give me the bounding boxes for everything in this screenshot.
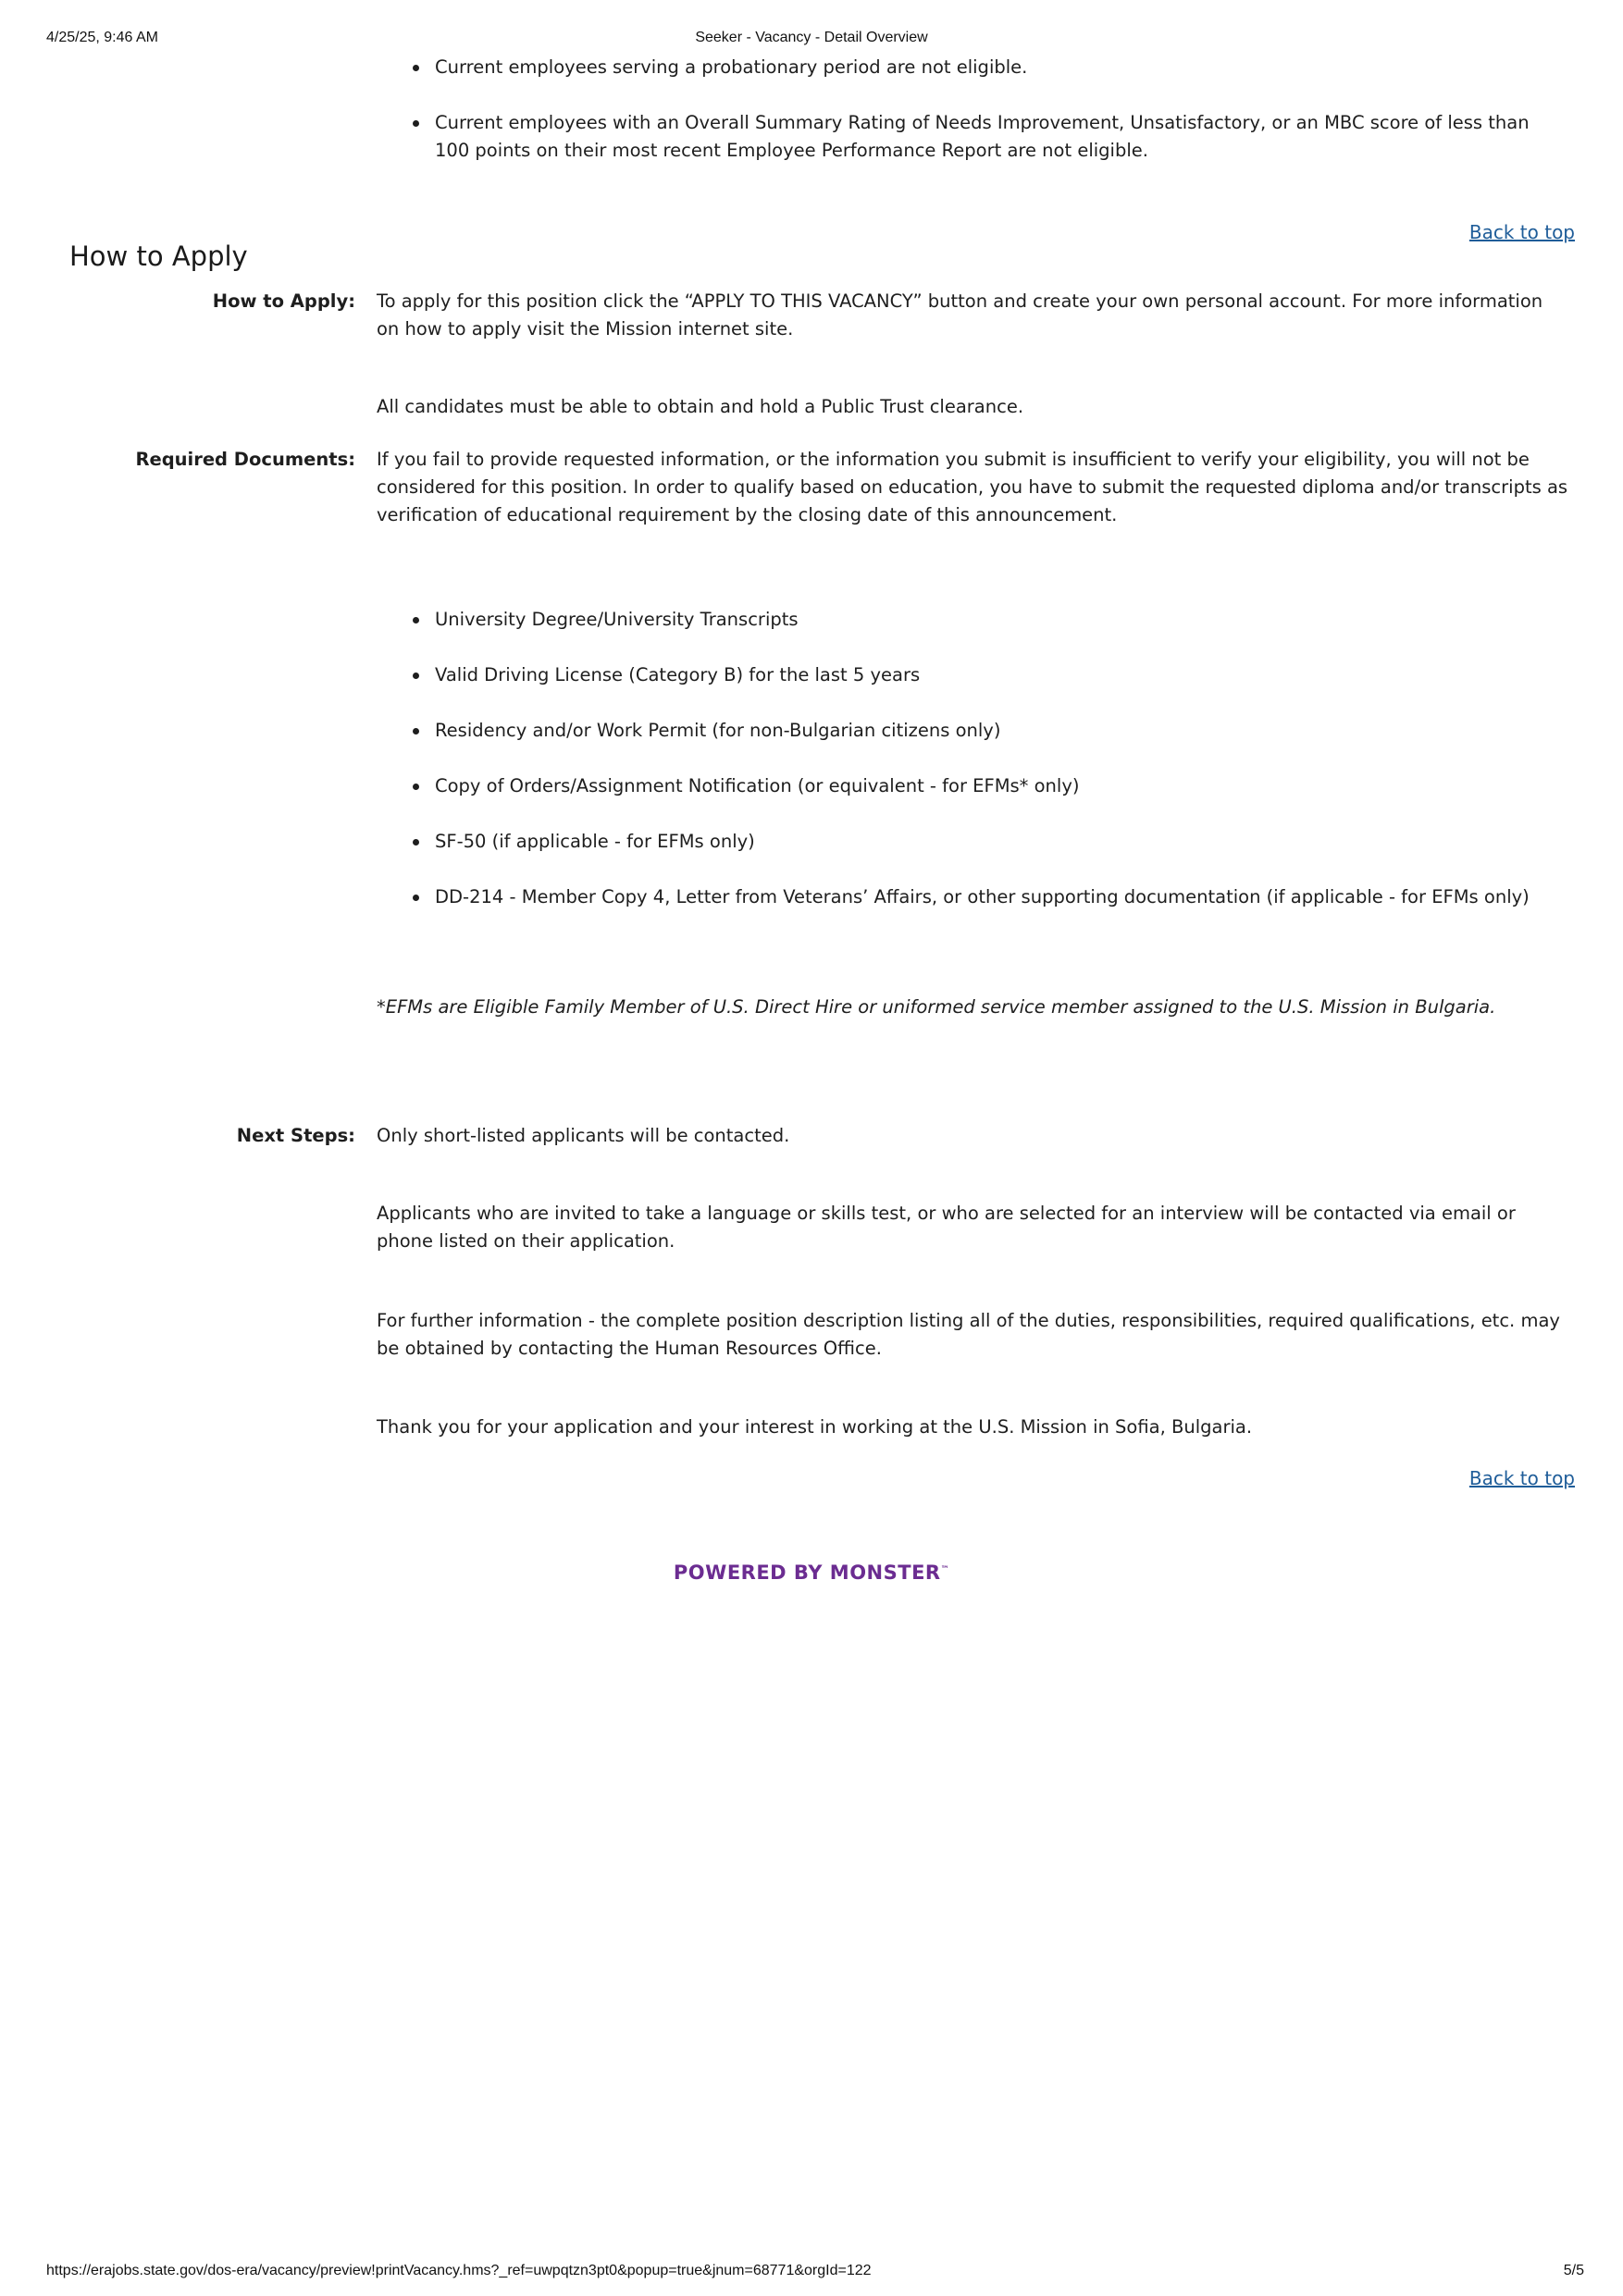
efm-note: *EFMs are Eligible Family Member of U.S. Direct Hire or uniformed service member assigned to the U.S. Mission in Bulgaria. [377,996,1496,1018]
list-item: SF-50 (if applicable - for EFMs only) [435,828,1564,856]
list-item: Current employees serving a probationary period are not eligible. [435,54,1564,81]
list-item: Valid Driving License (Category B) for the last 5 years [435,661,1564,689]
next-steps-text-4: Thank you for your application and your interest in working at the U.S. Mission in Sofia, Bulgaria. [377,1416,1253,1438]
how-to-apply-label: How to Apply: [212,290,355,312]
clearance-text: All candidates must be able to obtain and hold a Public Trust clearance. [377,396,1024,417]
powered-by-monster-logo: POWERED BY MONSTER™ [673,1562,950,1584]
list-item: Current employees with an Overall Summary Rating of Needs Improvement, Unsatisfactory, or an MBC score of less than 100 points on their most recent Employee Performance Report are not eligible. [435,109,1564,165]
next-steps-text-1: Only short-listed applicants will be contacted. [377,1125,790,1146]
list-item: University Degree/University Transcripts [435,606,1564,634]
eligibility-list [435,54,1564,192]
required-documents-list [435,606,1564,939]
print-page-title: Seeker - Vacancy - Detail Overview [695,30,928,45]
required-documents-label: Required Documents: [135,449,355,470]
print-page-number: 5/5 [1563,2263,1584,2278]
logo-text: POWERED BY MONSTER [673,1562,941,1584]
next-steps-text-2: Applicants who are invited to take a language or skills test, or who are selected for an interview will be contacted via email or phone listed on their application. [377,1203,1516,1252]
section-title: How to Apply [69,241,248,272]
back-to-top-link[interactable]: Back to top [1468,221,1575,243]
next-steps-label: Next Steps: [236,1125,355,1146]
how-to-apply-text: To apply for this position click the “APPLY TO THIS VACANCY” button and create your own personal account. For more information on how to apply visit the Mission internet site. [377,290,1543,339]
print-datetime: 4/25/25, 9:46 AM [46,30,158,45]
next-steps-text-3: For further information - the complete position description listing all of the duties, responsibilities, required qualifications, etc. may be obtained by contacting the Human Resources Office. [377,1310,1560,1359]
list-item: Copy of Orders/Assignment Notification (or equivalent - for EFMs* only) [435,772,1564,800]
back-to-top-link[interactable]: Back to top [1468,1467,1575,1489]
list-item: Residency and/or Work Permit (for non-Bulgarian citizens only) [435,717,1564,745]
list-item: DD-214 - Member Copy 4, Letter from Veterans’ Affairs, or other supporting documentation (if applicable - for EFMs only) [435,883,1564,911]
print-url: https://erajobs.state.gov/dos-era/vacancy/preview!printVacancy.hms?_ref=uwpqtzn3pt0&popup=true&jnum=68771&orgId=122 [46,2263,872,2278]
required-documents-text: If you fail to provide requested information, or the information you submit is insufficient to verify your eligibility, you will not be considered for this position. In order to qualify based on education, you have to submit the requested diploma and/or transcripts as verification of educational requirement by the closing date of this announcement. [377,449,1568,525]
